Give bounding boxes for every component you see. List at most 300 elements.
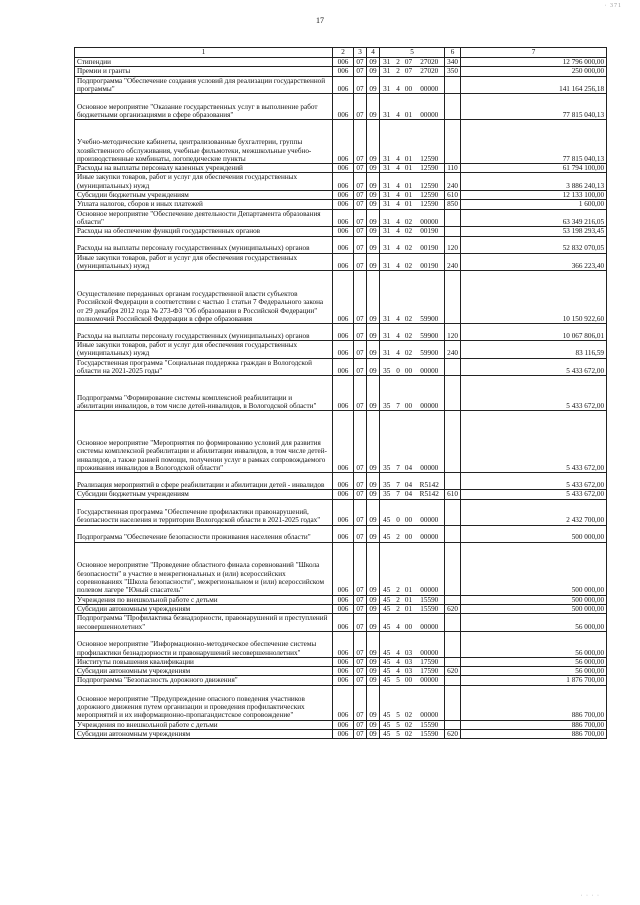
row-csr-event-cell: 04 <box>403 473 415 490</box>
table-row <box>75 730 607 739</box>
row-name-cell: Расходы на обеспечение функций государственных органов <box>75 227 333 236</box>
row-csr-event-cell: 07 <box>403 67 415 76</box>
row-vr-cell <box>445 657 461 666</box>
row-ved-cell: 006 <box>333 490 354 499</box>
row-csr-direction-cell: R5142 <box>415 490 445 499</box>
table-row <box>75 720 607 729</box>
row-rz-cell: 07 <box>354 200 367 209</box>
row-rz-cell: 07 <box>354 614 367 632</box>
budget-table <box>74 47 607 739</box>
row-amount-cell: 10 067 806,01 <box>461 324 607 341</box>
row-csr-program-cell: 31 <box>380 200 394 209</box>
row-pr-cell: 09 <box>367 58 380 67</box>
row-csr-event-cell: 03 <box>403 631 415 657</box>
row-csr-sub-cell: 4 <box>394 271 403 324</box>
row-csr-direction-cell: 00000 <box>415 376 445 411</box>
row-csr-direction-cell: 15590 <box>415 730 445 739</box>
row-amount-cell: 5 433 672,00 <box>461 490 607 499</box>
row-ved-cell: 006 <box>333 324 354 341</box>
row-csr-direction-cell: 00190 <box>415 236 445 253</box>
row-csr-direction-cell: 27020 <box>415 58 445 67</box>
row-vr-cell <box>445 376 461 411</box>
row-ved-cell: 006 <box>333 595 354 604</box>
row-rz-cell: 07 <box>354 667 367 676</box>
row-rz-cell: 07 <box>354 720 367 729</box>
row-pr-cell: 09 <box>367 173 380 191</box>
row-rz-cell: 07 <box>354 730 367 739</box>
table-row <box>75 411 607 473</box>
row-csr-sub-cell: 5 <box>394 720 403 729</box>
row-csr-direction-cell: 00000 <box>415 94 445 120</box>
row-csr-program-cell: 35 <box>380 473 394 490</box>
row-csr-direction-cell: 00000 <box>415 358 445 376</box>
row-rz-cell: 07 <box>354 604 367 613</box>
row-csr-event-cell: 00 <box>403 76 415 94</box>
row-csr-event-cell: 01 <box>403 542 415 595</box>
row-csr-program-cell: 31 <box>380 253 394 271</box>
row-amount-cell: 5 433 672,00 <box>461 376 607 411</box>
row-amount-cell: 886 700,00 <box>461 720 607 729</box>
row-vr-cell: 340 <box>445 58 461 67</box>
row-csr-direction-cell: 12590 <box>415 191 445 200</box>
row-rz-cell: 07 <box>354 376 367 411</box>
row-csr-sub-cell: 5 <box>394 676 403 685</box>
row-amount-cell: 52 832 070,05 <box>461 236 607 253</box>
row-amount-cell: 56 000,00 <box>461 614 607 632</box>
row-csr-program-cell: 35 <box>380 411 394 473</box>
row-amount-cell: 366 223,40 <box>461 253 607 271</box>
row-ved-cell: 006 <box>333 164 354 173</box>
row-pr-cell: 09 <box>367 685 380 720</box>
row-csr-event-cell: 02 <box>403 227 415 236</box>
row-pr-cell: 09 <box>367 542 380 595</box>
table-row <box>75 595 607 604</box>
row-amount-cell: 3 886 240,13 <box>461 173 607 191</box>
row-vr-cell <box>445 473 461 490</box>
table-row <box>75 76 607 94</box>
row-csr-direction-cell: 00000 <box>415 631 445 657</box>
table-row <box>75 67 607 76</box>
row-vr-cell <box>445 499 461 525</box>
row-name-cell: Субсидии бюджетным учреждениям <box>75 490 333 499</box>
row-rz-cell: 07 <box>354 499 367 525</box>
row-vr-cell: 610 <box>445 191 461 200</box>
row-pr-cell: 09 <box>367 490 380 499</box>
row-vr-cell: 240 <box>445 173 461 191</box>
page-number: 17 <box>316 16 324 25</box>
table-row <box>75 667 607 676</box>
row-csr-program-cell: 31 <box>380 191 394 200</box>
row-pr-cell: 09 <box>367 253 380 271</box>
row-csr-event-cell: 01 <box>403 191 415 200</box>
row-rz-cell: 07 <box>354 542 367 595</box>
header-cell-rz: 3 <box>354 48 367 58</box>
table-body <box>75 58 607 739</box>
row-csr-event-cell: 04 <box>403 411 415 473</box>
row-csr-sub-cell: 5 <box>394 730 403 739</box>
row-ved-cell: 006 <box>333 499 354 525</box>
row-pr-cell: 09 <box>367 94 380 120</box>
table-row <box>75 676 607 685</box>
row-rz-cell: 07 <box>354 94 367 120</box>
row-amount-cell: 53 198 293,45 <box>461 227 607 236</box>
row-name-cell: Основное мероприятие "Предупреждение опасного поведения участников дорожного движения путем организации и проведения профилактических мероприятий и их информационно-пропагандистское сопровождение" <box>75 685 333 720</box>
row-rz-cell: 07 <box>354 358 367 376</box>
table-row <box>75 604 607 613</box>
row-csr-program-cell: 45 <box>380 730 394 739</box>
row-pr-cell: 09 <box>367 227 380 236</box>
row-pr-cell: 09 <box>367 525 380 542</box>
row-vr-cell <box>445 720 461 729</box>
row-csr-program-cell: 31 <box>380 58 394 67</box>
row-csr-program-cell: 31 <box>380 236 394 253</box>
corner-mark-top: · 371 <box>604 3 622 9</box>
row-csr-program-cell: 45 <box>380 631 394 657</box>
row-pr-cell: 09 <box>367 341 380 359</box>
row-amount-cell: 12 133 100,00 <box>461 191 607 200</box>
row-csr-program-cell: 31 <box>380 209 394 227</box>
row-csr-sub-cell: 7 <box>394 473 403 490</box>
row-rz-cell: 07 <box>354 164 367 173</box>
row-csr-event-cell: 02 <box>403 236 415 253</box>
row-ved-cell: 006 <box>333 94 354 120</box>
row-csr-direction-cell: 00000 <box>415 411 445 473</box>
table-row <box>75 173 607 191</box>
table-row <box>75 191 607 200</box>
row-rz-cell: 07 <box>354 473 367 490</box>
table-row <box>75 490 607 499</box>
row-amount-cell: 250 000,00 <box>461 67 607 76</box>
row-csr-event-cell: 02 <box>403 324 415 341</box>
row-csr-sub-cell: 4 <box>394 164 403 173</box>
row-name-cell: Основное мероприятие "Мероприятия по формированию условий для развития системы комплексной реабилитации и абилитации инвалидов, в том числе детей-инвалидов, а также ранней помощи, получении услуг в рамках сопровождаемого проживания инвалидов в Вологодской области" <box>75 411 333 473</box>
row-csr-sub-cell: 4 <box>394 236 403 253</box>
row-amount-cell: 1 876 700,00 <box>461 676 607 685</box>
row-csr-program-cell: 45 <box>380 676 394 685</box>
row-csr-direction-cell: 00000 <box>415 209 445 227</box>
row-csr-sub-cell: 4 <box>394 614 403 632</box>
row-pr-cell: 09 <box>367 200 380 209</box>
row-csr-direction-cell: 00000 <box>415 525 445 542</box>
row-csr-program-cell: 31 <box>380 271 394 324</box>
row-rz-cell: 07 <box>354 631 367 657</box>
row-vr-cell: 240 <box>445 253 461 271</box>
row-ved-cell: 006 <box>333 200 354 209</box>
row-name-cell: Субсидии бюджетным учреждениям <box>75 191 333 200</box>
row-name-cell: Основное мероприятие "Оказание государственных услуг в выполнение работ бюджетными организациями в сфере образования" <box>75 94 333 120</box>
header-cell-ved: 2 <box>333 48 354 58</box>
row-rz-cell: 07 <box>354 191 367 200</box>
row-csr-sub-cell: 4 <box>394 173 403 191</box>
row-csr-program-cell: 45 <box>380 542 394 595</box>
row-pr-cell: 09 <box>367 499 380 525</box>
row-name-cell: Учреждения по внешкольной работе с детьми <box>75 720 333 729</box>
row-csr-event-cell: 00 <box>403 525 415 542</box>
row-name-cell: Стипендии <box>75 58 333 67</box>
row-rz-cell: 07 <box>354 657 367 666</box>
row-name-cell: Подпрограмма "Профилактика безнадзорности, правонарушений и преступлений несовершеннолетних" <box>75 614 333 632</box>
row-vr-cell <box>445 358 461 376</box>
row-pr-cell: 09 <box>367 614 380 632</box>
row-csr-program-cell: 31 <box>380 120 394 164</box>
row-csr-program-cell: 45 <box>380 614 394 632</box>
row-amount-cell: 61 794 100,00 <box>461 164 607 173</box>
row-csr-direction-cell: 00000 <box>415 676 445 685</box>
row-amount-cell: 500 000,00 <box>461 604 607 613</box>
row-csr-event-cell: 02 <box>403 730 415 739</box>
row-csr-program-cell: 45 <box>380 604 394 613</box>
row-csr-event-cell: 00 <box>403 676 415 685</box>
row-ved-cell: 006 <box>333 236 354 253</box>
row-pr-cell: 09 <box>367 604 380 613</box>
row-vr-cell: 850 <box>445 200 461 209</box>
row-name-cell: Реализация мероприятий в сфере реабилитации и абилитации детей - инвалидов <box>75 473 333 490</box>
table-row <box>75 227 607 236</box>
row-vr-cell: 120 <box>445 236 461 253</box>
row-csr-sub-cell: 2 <box>394 58 403 67</box>
row-csr-sub-cell: 4 <box>394 631 403 657</box>
row-rz-cell: 07 <box>354 236 367 253</box>
header-row <box>75 48 607 58</box>
row-name-cell: Премии и гранты <box>75 67 333 76</box>
table-row <box>75 358 607 376</box>
row-ved-cell: 006 <box>333 253 354 271</box>
row-csr-sub-cell: 2 <box>394 595 403 604</box>
row-ved-cell: 006 <box>333 614 354 632</box>
row-rz-cell: 07 <box>354 173 367 191</box>
row-csr-sub-cell: 4 <box>394 209 403 227</box>
table-row <box>75 341 607 359</box>
row-csr-direction-cell: R5142 <box>415 473 445 490</box>
row-csr-program-cell: 31 <box>380 341 394 359</box>
row-amount-cell: 63 349 216,05 <box>461 209 607 227</box>
table-row <box>75 58 607 67</box>
table-row <box>75 657 607 666</box>
row-amount-cell: 2 432 700,00 <box>461 499 607 525</box>
row-csr-program-cell: 31 <box>380 227 394 236</box>
table-row <box>75 200 607 209</box>
row-amount-cell: 10 150 922,60 <box>461 271 607 324</box>
table-row <box>75 236 607 253</box>
row-vr-cell: 620 <box>445 730 461 739</box>
row-rz-cell: 07 <box>354 67 367 76</box>
row-csr-program-cell: 31 <box>380 324 394 341</box>
row-csr-sub-cell: 4 <box>394 191 403 200</box>
row-ved-cell: 006 <box>333 631 354 657</box>
row-csr-sub-cell: 2 <box>394 525 403 542</box>
row-ved-cell: 006 <box>333 58 354 67</box>
row-csr-program-cell: 45 <box>380 657 394 666</box>
row-csr-sub-cell: 5 <box>394 685 403 720</box>
table-row <box>75 209 607 227</box>
row-amount-cell: 77 815 040,13 <box>461 120 607 164</box>
row-csr-sub-cell: 2 <box>394 542 403 595</box>
row-rz-cell: 07 <box>354 120 367 164</box>
row-amount-cell: 77 815 040,13 <box>461 94 607 120</box>
header-cell-pr: 4 <box>367 48 380 58</box>
row-rz-cell: 07 <box>354 271 367 324</box>
header-cell-vr: 6 <box>445 48 461 58</box>
row-pr-cell: 09 <box>367 67 380 76</box>
row-ved-cell: 006 <box>333 730 354 739</box>
row-csr-event-cell: 02 <box>403 720 415 729</box>
row-csr-sub-cell: 4 <box>394 227 403 236</box>
row-name-cell: Основное мероприятие "Проведение областного финала соревнований "Школа безопасности" в участие в межрегиональных и (или) всероссийских соревнованиях "Школа безопасности", межрегиональном и (или) всероссийском полевом лагере "Юный спасатель" <box>75 542 333 595</box>
row-csr-direction-cell: 00000 <box>415 685 445 720</box>
row-name-cell: Учебно-методические кабинеты, централизованные бухгалтерии, группы хозяйственного обслуживания, учебные фильмотеки, межшкольные учебно-производственные комбинаты, логопедические пункты <box>75 120 333 164</box>
row-ved-cell: 006 <box>333 341 354 359</box>
row-amount-cell: 500 000,00 <box>461 595 607 604</box>
row-name-cell: Подпрограмма "Формирование системы комплексной реабилитации и абилитации инвалидов, в том числе детей-инвалидов, в Вологодской области" <box>75 376 333 411</box>
row-name-cell: Расходы на выплаты персоналу государственных (муниципальных) органов <box>75 324 333 341</box>
row-pr-cell: 09 <box>367 473 380 490</box>
row-rz-cell: 07 <box>354 209 367 227</box>
row-csr-direction-cell: 59900 <box>415 341 445 359</box>
row-csr-sub-cell: 2 <box>394 604 403 613</box>
row-csr-program-cell: 31 <box>380 76 394 94</box>
row-name-cell: Иные закупки товаров, работ и услуг для обеспечения государственных (муниципальных) нужд <box>75 173 333 191</box>
row-amount-cell: 56 000,00 <box>461 667 607 676</box>
row-ved-cell: 006 <box>333 473 354 490</box>
table-row <box>75 120 607 164</box>
row-name-cell: Осуществление переданных органам государственной власти субъектов Российской Федерации в соответствии с частью 1 статьи 7 Федерального закона от 29 декабря 2012 года № 273-ФЗ "Об образовании в Российской Федерации" полномочий Российской Федерации в сфере образования <box>75 271 333 324</box>
row-amount-cell: 886 700,00 <box>461 685 607 720</box>
row-csr-sub-cell: 2 <box>394 67 403 76</box>
table-row <box>75 94 607 120</box>
row-vr-cell: 240 <box>445 341 461 359</box>
row-amount-cell: 5 433 672,00 <box>461 358 607 376</box>
row-ved-cell: 006 <box>333 542 354 595</box>
row-vr-cell <box>445 595 461 604</box>
row-csr-program-cell: 45 <box>380 595 394 604</box>
row-csr-sub-cell: 4 <box>394 341 403 359</box>
row-csr-event-cell: 01 <box>403 120 415 164</box>
table-row <box>75 685 607 720</box>
row-csr-program-cell: 31 <box>380 164 394 173</box>
row-pr-cell: 09 <box>367 676 380 685</box>
row-ved-cell: 006 <box>333 657 354 666</box>
row-name-cell: Государственная программа "Обеспечение профилактики правонарушений, безопасности населения и территории Вологодской области в 2021-2025 годах" <box>75 499 333 525</box>
row-pr-cell: 09 <box>367 164 380 173</box>
row-vr-cell <box>445 227 461 236</box>
table-row <box>75 499 607 525</box>
table-row <box>75 271 607 324</box>
table-row <box>75 542 607 595</box>
row-pr-cell: 09 <box>367 324 380 341</box>
row-amount-cell: 56 000,00 <box>461 657 607 666</box>
row-amount-cell: 500 000,00 <box>461 525 607 542</box>
row-rz-cell: 07 <box>354 490 367 499</box>
row-name-cell: Подпрограмма "Безопасность дорожного движения" <box>75 676 333 685</box>
row-name-cell: Подпрограмма "Обеспечение создания условий для реализации государственной программы" <box>75 76 333 94</box>
row-amount-cell: 500 000,00 <box>461 542 607 595</box>
row-pr-cell: 09 <box>367 376 380 411</box>
row-name-cell: Основное мероприятие "Обеспечение деятельности Департамента образования области" <box>75 209 333 227</box>
row-vr-cell <box>445 631 461 657</box>
row-pr-cell: 09 <box>367 667 380 676</box>
row-csr-direction-cell: 15590 <box>415 604 445 613</box>
table-row <box>75 324 607 341</box>
header-cell-amount: 7 <box>461 48 607 58</box>
header-cell-csr: 5 <box>380 48 445 58</box>
row-csr-direction-cell: 27020 <box>415 67 445 76</box>
row-csr-event-cell: 07 <box>403 58 415 67</box>
row-rz-cell: 07 <box>354 685 367 720</box>
row-name-cell: Уплата налогов, сборов и иных платежей <box>75 200 333 209</box>
row-csr-sub-cell: 4 <box>394 657 403 666</box>
corner-mark-bottom: · · · · <box>580 893 600 899</box>
row-name-cell: Государственная программа "Социальная поддержка граждан в Вологодской области на 2021-2025 годы" <box>75 358 333 376</box>
row-csr-sub-cell: 4 <box>394 667 403 676</box>
row-rz-cell: 07 <box>354 324 367 341</box>
row-name-cell: Иные закупки товаров, работ и услуг для обеспечения государственных (муниципальных) нужд <box>75 253 333 271</box>
table-row <box>75 376 607 411</box>
row-csr-direction-cell: 12590 <box>415 120 445 164</box>
row-name-cell: Учреждения по внешкольной работе с детьми <box>75 595 333 604</box>
row-name-cell: Субсидии автономным учреждениям <box>75 730 333 739</box>
row-vr-cell <box>445 411 461 473</box>
row-csr-sub-cell: 4 <box>394 94 403 120</box>
row-pr-cell: 09 <box>367 236 380 253</box>
row-amount-cell: 886 700,00 <box>461 730 607 739</box>
row-rz-cell: 07 <box>354 76 367 94</box>
row-ved-cell: 006 <box>333 376 354 411</box>
row-csr-program-cell: 35 <box>380 358 394 376</box>
row-amount-cell: 56 000,00 <box>461 631 607 657</box>
row-amount-cell: 83 116,59 <box>461 341 607 359</box>
row-name-cell: Субсидии автономным учреждениям <box>75 604 333 613</box>
row-vr-cell <box>445 94 461 120</box>
row-csr-direction-cell: 15590 <box>415 595 445 604</box>
row-ved-cell: 006 <box>333 209 354 227</box>
row-csr-direction-cell: 17590 <box>415 667 445 676</box>
row-pr-cell: 09 <box>367 631 380 657</box>
row-ved-cell: 006 <box>333 358 354 376</box>
row-pr-cell: 09 <box>367 411 380 473</box>
row-vr-cell: 620 <box>445 667 461 676</box>
row-pr-cell: 09 <box>367 720 380 729</box>
row-vr-cell <box>445 209 461 227</box>
row-rz-cell: 07 <box>354 253 367 271</box>
table-row <box>75 631 607 657</box>
row-amount-cell: 1 600,00 <box>461 200 607 209</box>
row-csr-sub-cell: 0 <box>394 358 403 376</box>
row-ved-cell: 006 <box>333 525 354 542</box>
row-csr-event-cell: 02 <box>403 685 415 720</box>
row-amount-cell: 141 164 256,18 <box>461 76 607 94</box>
row-csr-direction-cell: 59900 <box>415 271 445 324</box>
row-csr-direction-cell: 15590 <box>415 720 445 729</box>
row-vr-cell <box>445 120 461 164</box>
table-row <box>75 614 607 632</box>
row-csr-event-cell: 01 <box>403 200 415 209</box>
row-ved-cell: 006 <box>333 271 354 324</box>
row-vr-cell <box>445 685 461 720</box>
row-ved-cell: 006 <box>333 173 354 191</box>
row-pr-cell: 09 <box>367 657 380 666</box>
row-ved-cell: 006 <box>333 604 354 613</box>
row-csr-event-cell: 01 <box>403 173 415 191</box>
row-ved-cell: 006 <box>333 720 354 729</box>
row-csr-sub-cell: 4 <box>394 76 403 94</box>
row-csr-event-cell: 00 <box>403 614 415 632</box>
row-name-cell: Основное мероприятие "Информационно-методическое обеспечение системы профилактики безнадзорности и правонарушений несовершеннолетних" <box>75 631 333 657</box>
row-rz-cell: 07 <box>354 411 367 473</box>
row-name-cell: Расходы на выплаты персоналу казенных учреждений <box>75 164 333 173</box>
row-ved-cell: 006 <box>333 76 354 94</box>
row-ved-cell: 006 <box>333 667 354 676</box>
row-csr-direction-cell: 59900 <box>415 324 445 341</box>
